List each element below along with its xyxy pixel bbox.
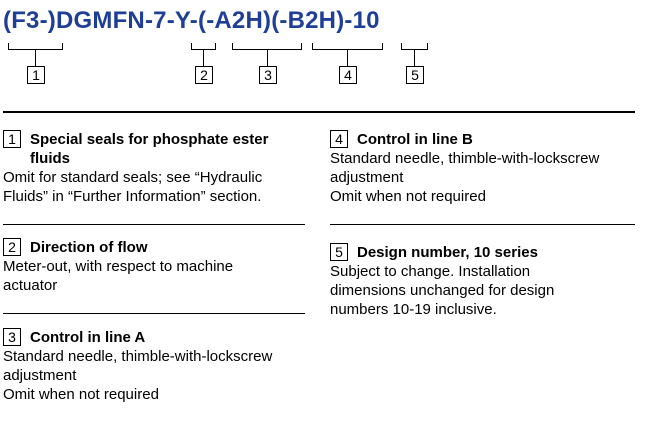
section-heading: [3, 328, 313, 347]
section-body-line: adjustment: [330, 169, 404, 186]
model-code-part-flow: -Y-: [166, 7, 198, 34]
model-code-part-seals: (F3-): [3, 7, 56, 34]
section-number: 4: [330, 130, 348, 148]
section-heading: [3, 238, 313, 257]
section-body-line: Fluids” in “Further Information” section.: [3, 188, 262, 205]
section-body-line: Standard needle, thimble-with-lockscrew: [330, 150, 600, 167]
callout-box-2: 2: [195, 66, 213, 84]
section-title-line: Direction of flow: [30, 239, 148, 256]
section-body-line: Subject to change. Installation: [330, 263, 531, 280]
section-heading: [330, 243, 640, 262]
connector-2: [192, 43, 216, 66]
section-divider: [330, 224, 635, 225]
section-title-line: Control in line B: [357, 131, 473, 148]
connector-3: [233, 43, 302, 66]
model-code-part-design: -10: [344, 7, 380, 34]
section-body: [330, 149, 640, 206]
section-body: [3, 168, 313, 206]
section-body: [3, 257, 313, 295]
section-body: [330, 262, 640, 319]
model-code-part-line-b: (-B2H): [271, 7, 345, 34]
section-title-line: Control in line A: [30, 329, 146, 346]
callout-box-3: 3: [259, 66, 277, 84]
callout-box-5: 5: [406, 66, 424, 84]
section-control-line-a: [3, 328, 313, 404]
section-heading: [330, 130, 640, 149]
section-body-line: adjustment: [3, 367, 77, 384]
section-flow-direction: [3, 238, 313, 295]
connector-4: [313, 43, 383, 66]
section-control-line-b: [330, 130, 640, 206]
section-divider: [3, 224, 305, 225]
connector-5: [402, 43, 428, 66]
section-number: 5: [330, 243, 348, 261]
section-design-number: [330, 243, 640, 319]
section-body: [3, 347, 313, 404]
section-number: 2: [3, 238, 21, 256]
section-body-line: actuator: [3, 277, 58, 294]
main-divider: [3, 111, 635, 113]
section-body-line: Omit when not required: [330, 188, 486, 205]
section-title-line: fluids: [30, 150, 70, 167]
section-number: 3: [3, 328, 21, 346]
section-heading: [3, 130, 313, 168]
connector-1: [9, 43, 63, 66]
section-body-line: dimensions unchanged for design: [330, 282, 555, 299]
section-title-line: Design number, 10 series: [357, 244, 538, 261]
section-number: 1: [3, 130, 21, 148]
section-body-line: numbers 10-19 inclusive.: [330, 301, 497, 318]
section-divider: [3, 313, 305, 314]
callout-box-1: 1: [27, 66, 45, 84]
callout-connectors: [0, 0, 650, 100]
section-body-line: Standard needle, thimble-with-lockscrew: [3, 348, 273, 365]
section-seals: [3, 130, 313, 206]
model-code-part-line-a: (-A2H): [198, 7, 272, 34]
callout-box-4: 4: [339, 66, 357, 84]
section-body-line: Omit for standard seals; see “Hydraulic: [3, 169, 263, 186]
section-title-line: Special seals for phosphate ester: [30, 131, 269, 148]
model-code-part-base: DGMFN-7: [55, 7, 167, 34]
section-body-line: Omit when not required: [3, 386, 159, 403]
section-body-line: Meter-out, with respect to machine: [3, 258, 234, 275]
